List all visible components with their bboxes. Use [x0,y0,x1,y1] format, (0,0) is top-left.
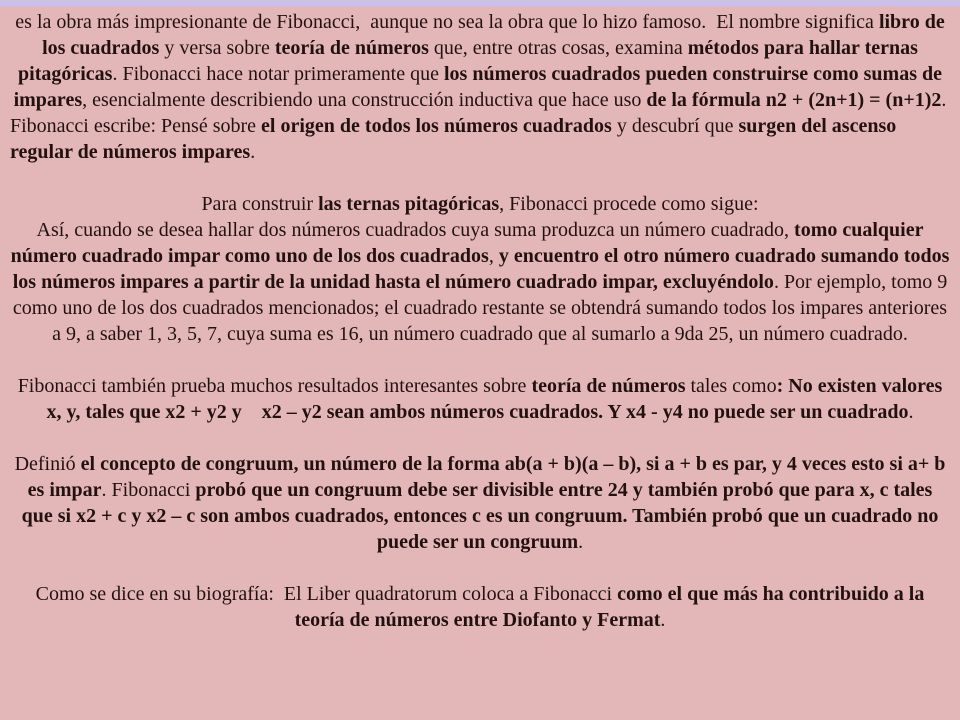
text-run: . [660,609,666,631]
text-run: que, entre otras cosas, examina [428,37,688,59]
text-run: el concepto de congruum [80,453,294,475]
paragraph [10,9,950,113]
text-run: tales como [685,375,777,397]
paragraph [10,451,950,555]
text-run: los números cuadrados pueden construirse como sumas de impares [13,63,947,111]
text-run: es la obra más impresionante de Fibonacci, aunque no sea la obra que lo hizo famoso. El nombre significa [15,11,879,33]
text-run: Definió [14,453,81,475]
text-run: el origen de todos los números cuadrados [261,115,612,137]
text-run: surgen del ascenso regular de números impares [10,115,902,163]
text-run: . [941,89,947,111]
text-run: Fibonacci escribe: Pensé sobre [10,115,262,137]
text-run: : No existen valores x, y, tales que x2 + y2 y x2 – y2 sean ambos números cuadrados. Y x4 - y4 no puede ser un cuadrado [46,375,948,423]
text-run: las ternas pitagóricas [318,193,500,215]
paragraph [10,191,950,217]
text-run: , esencialmente describiendo una construcción inductiva que hace uso [82,89,647,111]
text-run: y versa sobre [159,37,275,59]
text-run: . Fibonacci hace notar primeramente que [112,63,444,85]
text-run: de la fórmula n2 + (2n+1) = (n+1)2 [646,89,942,111]
slide-text [0,6,960,633]
text-run: y descubrí que [611,115,739,137]
text-run: Como se dice en su biografía: El Liber quadratorum coloca a Fibonacci [35,583,618,605]
text-run: , Fibonacci procede como sigue: [499,193,759,215]
text-run: y encuentro el otro número cuadrado sumando todos los números impares a partir de la unidad hasta el número cuadrado impar, excluyéndolo [12,245,955,293]
text-run: . Fibonacci [101,479,196,501]
text-run: un número de la forma ab(a + b)(a – b), si a + b es par, y 4 veces esto si a+ b es impar [27,453,951,501]
paragraph [10,581,950,633]
text-run: tomo cualquier número cuadrado impar como uno de los dos cuadrados [10,219,929,267]
text-run: . [908,401,914,423]
text-run: . [250,141,256,163]
text-run: . [578,531,584,553]
text-run: Para construir [201,193,319,215]
text-run: métodos para hallar ternas pitagóricas [18,37,923,85]
text-run: probó que un congruum debe ser divisible entre 24 y también probó que para x, c tales que si x2 + c y x2 – c son ambos cuadrados, entonces c es un congruum. También probó que un cuadrado no puede ser un congruum [21,479,944,553]
paragraph [10,113,950,165]
text-run: , [293,453,304,475]
text-run: teoría de números [531,375,686,397]
text-run: como el que más ha contribuido a la teoría de números entre Diofanto y Fermat [294,583,930,631]
text-run: libro de los cuadrados [42,11,950,59]
text-run: Así, cuando se desea hallar dos números cuadrados cuya suma produzca un número cuadrado, [36,219,795,241]
text-run: . Por ejemplo, tomo 9 como uno de los dos cuadrados mencionados; el cuadrado restante se obtendrá sumando todos los impares anteriores a 9, a saber 1, 3, 5, 7, cuya suma es 16, un número cuadrado que al sumarlo a 9da 25, un número cuadrado. [12,271,953,345]
text-run: , [488,245,499,267]
text-run: teoría de números [274,37,429,59]
paragraph [10,373,950,425]
text-run: Fibonacci también prueba muchos resultados interesantes sobre [17,375,532,397]
paragraph [10,217,955,347]
